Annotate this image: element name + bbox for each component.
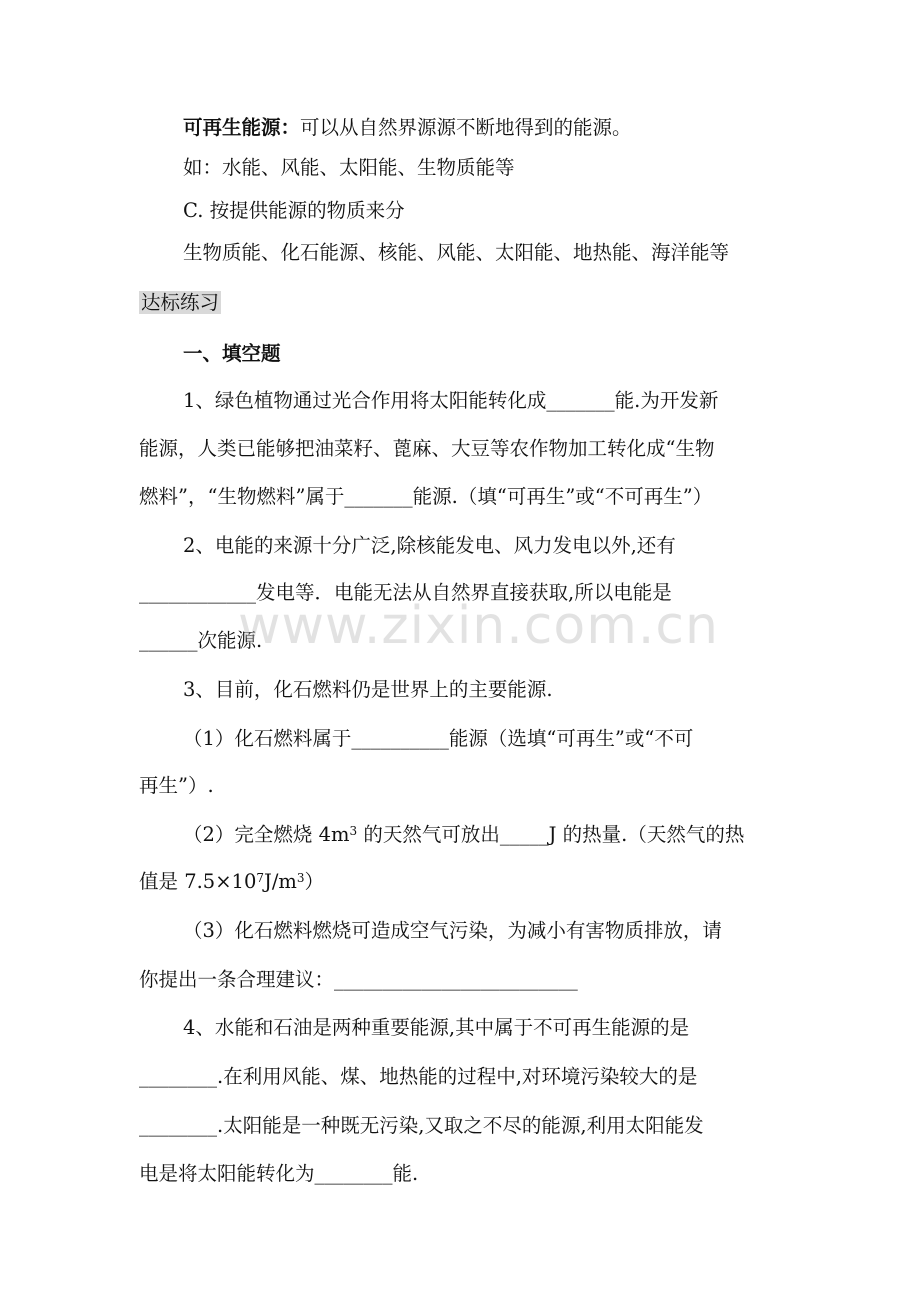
question-4-line-1: 4、水能和石油是两种重要能源,其中属于不可再生能源的是 [183, 1016, 690, 1039]
watermark: www.zixin.com.cn [238, 596, 719, 656]
renewable-term: 可再生能源： [183, 116, 301, 139]
question-2-line-2: ____________发电等．电能无法从自然界直接获取,所以电能是 [139, 581, 672, 604]
q3p2-l2-sup1: 7 [256, 871, 265, 885]
q3p2-text-a: （2）完全燃烧 4m [183, 823, 350, 846]
question-2-line-3: ______次能源. [139, 629, 263, 652]
section-tag [139, 288, 221, 318]
q3p2-sup: 3 [349, 824, 358, 838]
q3p2-text-b: 的天然气可放出_____J 的热量.（天然气的热 [357, 823, 745, 846]
question-4-line-3: ________.太阳能是一种既无污染,又取之不尽的能源,利用太阳能发 [139, 1114, 704, 1137]
class-c-heading: C. 按提供能源的物质来分 [183, 199, 405, 222]
question-3-part-1-line-1: （1）化石燃料属于__________能源（选填“可再生”或“不可 [183, 727, 694, 750]
q3p2-l2-text-c: ） [304, 870, 325, 893]
question-2-line-1: 2、电能的来源十分广泛,除核能发电、风力发电以外,还有 [183, 534, 676, 557]
question-1-line-1: 1、绿色植物通过光合作用将太阳能转化成_______能.为开发新 [183, 389, 719, 412]
section-tag-text: 达标练习 [141, 291, 220, 314]
question-1-line-2: 能源，人类已能够把油菜籽、蓖麻、大豆等农作物加工转化成“生物 [139, 437, 715, 460]
renewable-definition-text: 可以从自然界源源不断地得到的能源。 [300, 116, 632, 139]
question-3-part-3-line-1: （3）化石燃料燃烧可造成空气污染，为减小有害物质排放，请 [183, 919, 722, 942]
renewable-definition [183, 113, 632, 143]
q3p2-l2-text-b: J/m [264, 870, 297, 893]
renewable-examples: 如：水能、风能、太阳能、生物质能等 [183, 156, 515, 179]
question-3-part-1-line-2: 再生”）. [139, 774, 214, 797]
question-3-part-2-line-1 [183, 820, 744, 850]
question-4-line-2: ________.在利用风能、煤、地热能的过程中,对环境污染较大的是 [139, 1065, 698, 1088]
question-3-part-3-line-2: 你提出一条合理建议：_________________________ [139, 968, 578, 991]
question-4-line-4: 电是将太阳能转化为________能. [139, 1162, 419, 1185]
question-3-intro: 3、目前，化石燃料仍是世界上的主要能源. [183, 678, 553, 701]
q3p2-l2-text-a: 值是 7.5×10 [139, 870, 257, 893]
part-title: 一、填空题 [183, 342, 281, 365]
question-1-line-3: 燃料”，“生物燃料”属于_______能源.（填“可再生”或“不可再生”） [139, 485, 713, 508]
question-3-part-2-line-2 [139, 867, 324, 897]
class-c-list: 生物质能、化石能源、核能、风能、太阳能、地热能、海洋能等 [183, 241, 730, 264]
q3p2-l2-sup2: 3 [296, 871, 305, 885]
